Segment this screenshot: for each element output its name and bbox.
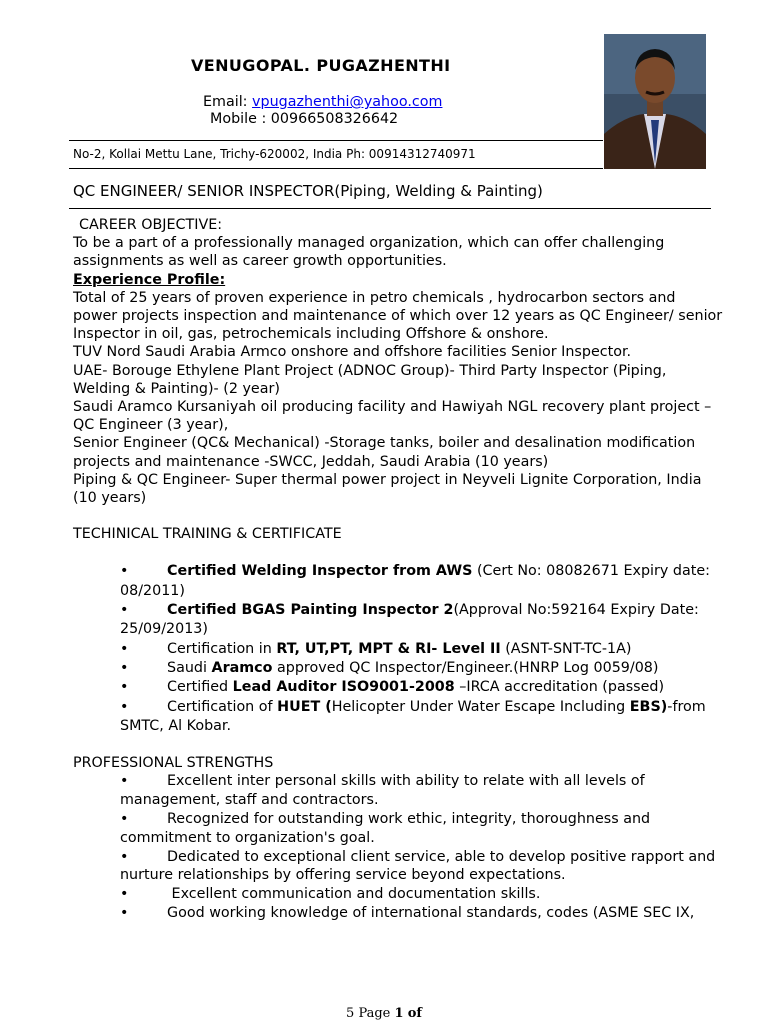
header-rule-bottom <box>69 168 603 169</box>
training-item: • Certification of HUET (Helicopter Under Water Escape Including EBS)-from SMTC, Al Kobar. <box>120 698 706 734</box>
training-item: • Saudi Aramco approved QC Inspector/Engineer.(HNRP Log 0059/08) <box>120 659 723 678</box>
career-heading: CAREER OBJECTIVE: <box>79 217 223 233</box>
experience-heading: Experience Profile: <box>73 271 226 288</box>
email-label: Email: <box>203 94 253 110</box>
page-number: 5 <box>346 1006 355 1021</box>
strength-item: • Recognized for outstanding work ethic, integrity, thoroughness and commitment to organization's goal. <box>120 810 651 846</box>
experience-line: TUV Nord Saudi Arabia Armco onshore and offshore facilities Senior Inspector. <box>73 344 632 361</box>
resume-body <box>73 216 723 923</box>
job-title: QC ENGINEER/ SENIOR INSPECTOR(Piping, Welding & Painting) <box>73 182 543 200</box>
email-line <box>203 94 442 110</box>
resume-name: VENUGOPAL. PUGAZHENTHI <box>191 56 451 75</box>
mobile-line: Mobile : 00966508326642 <box>210 111 399 127</box>
bullet: • <box>120 563 129 580</box>
bullet: • <box>120 773 129 790</box>
page-label: Page <box>358 1006 391 1021</box>
bullet: • <box>120 602 129 619</box>
experience-line: Piping & QC Engineer- Super thermal power project in Neyveli Lignite Corporation, India (10 years) <box>73 471 702 507</box>
page-footer <box>0 1006 768 1021</box>
address-line: No-2, Kollai Mettu Lane, Trichy-620002, India Ph: 00914312740971 <box>73 147 476 161</box>
experience-line: Senior Engineer (QC& Mechanical) -Storage tanks, boiler and desalination modification projects and maintenance -SWCC, Jeddah, Saudi Arabia (10 years) <box>73 435 696 470</box>
bullet: • <box>120 679 129 696</box>
training-item: • Certified Lead Auditor ISO9001-2008 –IRCA accreditation (passed) <box>120 678 723 697</box>
training-item: • Certified Welding Inspector from AWS (Cert No: 08082671 Expiry date: 08/2011) <box>120 563 710 599</box>
bullet: • <box>120 640 129 657</box>
experience-line: Total of 25 years of proven experience in petro chemicals , hydrocarbon sectors and power projects inspection and maintenance of which over 12 years as QC Engineer/ senior Inspector in oil, gas, petrochemicals including Offshore & onshore. <box>73 289 723 343</box>
page-of: of <box>407 1006 422 1021</box>
training-item: • Certification in RT, UT,PT, MPT & RI- Level II (ASNT-SNT-TC-1A) <box>120 640 723 659</box>
strength-item: • Excellent communication and documentation skills. <box>120 886 541 903</box>
title-rule <box>69 208 711 209</box>
training-heading: TECHINICAL TRAINING & CERTIFICATE <box>73 526 342 543</box>
strength-item: • Good working knowledge of international standards, codes (ASME SEC IX, <box>120 904 695 921</box>
bullet: • <box>120 659 129 676</box>
profile-photo <box>604 34 706 169</box>
strength-item: • Excellent inter personal skills with ability to relate with all levels of management, staff and contractors. <box>120 773 645 809</box>
page-current: 1 <box>394 1006 404 1021</box>
strengths-list <box>120 772 723 922</box>
bullet: • <box>120 904 129 921</box>
experience-line: UAE- Borouge Ethylene Plant Project (ADNOC Group)- Third Party Inspector (Piping, Welding & Painting)- (2 year) <box>73 362 667 397</box>
strengths-heading: PROFESSIONAL STRENGTHS <box>73 755 274 772</box>
experience-line: Saudi Aramco Kursaniyah oil producing facility and Hawiyah NGL recovery plant project –QC Engineer (3 year), <box>73 399 712 434</box>
header-rule-top <box>69 140 603 141</box>
bullet: • <box>120 848 129 865</box>
email-link[interactable]: vpugazhenthi@yahoo.com <box>252 94 443 110</box>
career-text: To be a part of a professionally managed organization, which can offer challenging assignments as well as career growth opportunities. <box>73 235 665 270</box>
bullet: • <box>120 698 129 715</box>
training-list <box>120 562 723 736</box>
strength-item: • Dedicated to exceptional client service, able to develop positive rapport and nurture relationships by offering service beyond expectations. <box>120 848 716 884</box>
bullet: • <box>120 810 129 827</box>
training-item: • Certified BGAS Painting Inspector 2(Approval No:592164 Expiry Date: 25/09/2013) <box>120 602 699 638</box>
bullet: • <box>120 886 129 903</box>
